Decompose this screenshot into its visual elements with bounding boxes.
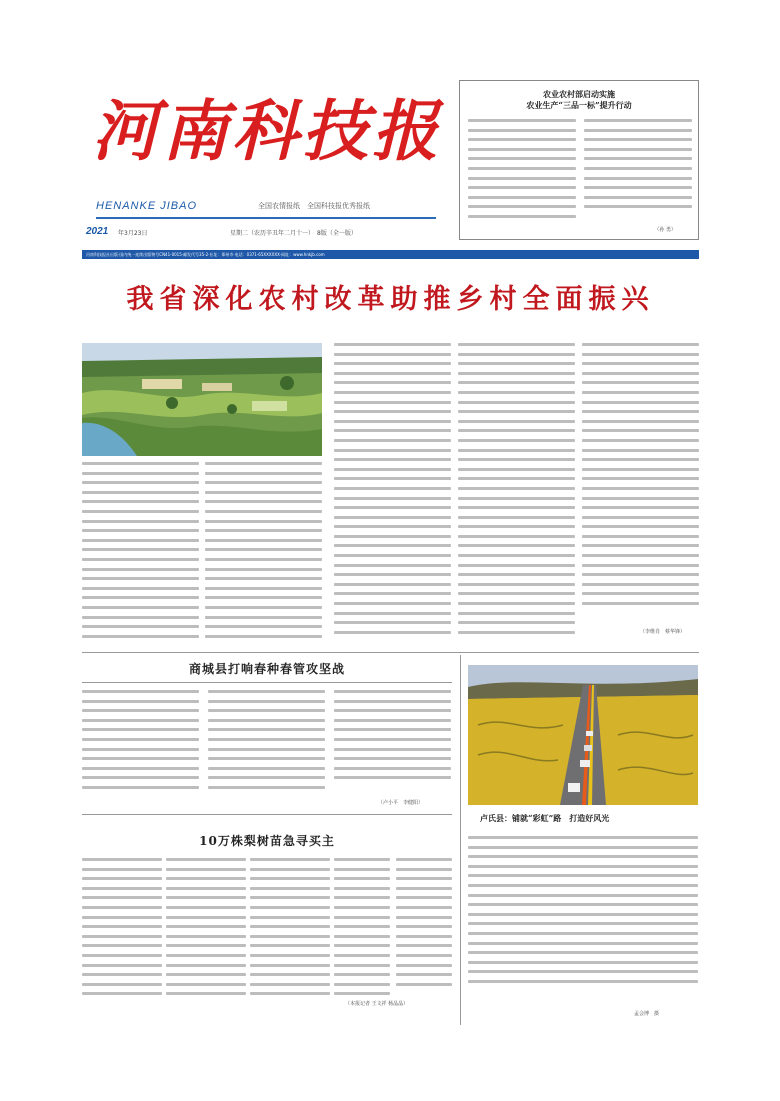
story2-text: [334, 690, 451, 790]
issue-number: 星期二（农历辛丑年二月十一） 8版（全一版）: [230, 230, 357, 237]
lead-story-text: [82, 462, 199, 647]
top-news-title-line2: 农业生产“三品一标”提升行动: [526, 100, 632, 110]
masthead-title: 河南科技报: [92, 92, 442, 170]
story3-text: [166, 858, 246, 1008]
lead-story-byline: （李维肖 蔡华锋）: [640, 629, 686, 635]
story3-text: [334, 858, 390, 1008]
top-news-body: [584, 119, 692, 219]
photo2-byline: 孟会博 摄: [634, 1011, 660, 1017]
story2-text: [208, 690, 325, 800]
story3-text: [250, 858, 330, 1008]
lead-story-text: [334, 343, 451, 647]
story3-text: [396, 858, 452, 998]
top-news-title: [460, 89, 698, 111]
column-divider: [460, 655, 461, 1025]
masthead-slogan: 全国农情报纸 全国科技报优秀报纸: [258, 202, 370, 210]
masthead-pinyin: HENANKE JIBAO: [96, 200, 198, 212]
top-news-title-line1: 农业农村部启动实施: [543, 89, 615, 99]
main-headline: 我省深化农村改革助推乡村全面振兴: [126, 284, 655, 315]
aerial-farmland-photo: [82, 343, 322, 456]
masthead: [82, 80, 452, 250]
rainbow-road-photo: [468, 665, 698, 805]
story3-headline: 10万株梨树苗急寻买主: [199, 834, 335, 848]
story2-headline: 商城县打响春种春管攻坚战: [188, 662, 345, 676]
photo2-caption: 卢氏县：铺就“彩虹”路 打造好风光: [480, 813, 610, 823]
masthead-rule: [96, 217, 436, 219]
issue-date: 年3月23日: [118, 230, 148, 237]
story2-text: [82, 690, 199, 800]
section-divider: [82, 814, 452, 815]
lead-story-text: [458, 343, 575, 647]
lead-story-text: [582, 343, 699, 618]
top-news-byline: （孙 勇）: [654, 227, 676, 233]
info-bar: 河南科技报社出版·国内统一连续出版物号CN41-0015·邮发代号35-2·社址：郑州市·电话：0371-65XXXXXX·网址：www.hnkjb.com: [82, 250, 699, 259]
section-divider: [82, 652, 699, 653]
photo2-caption-text: [468, 836, 698, 996]
story3-byline: （本报记者 王文祥 杨晶晶）: [345, 1001, 409, 1007]
issue-year: 2021: [86, 226, 109, 237]
top-news-body: [468, 119, 576, 219]
headline-underline: [82, 682, 452, 683]
story3-text: [82, 858, 162, 1008]
lead-story-text: [205, 462, 322, 647]
story2-byline: （卢小平 李健阳）: [378, 800, 424, 806]
top-news-box: [459, 80, 699, 240]
